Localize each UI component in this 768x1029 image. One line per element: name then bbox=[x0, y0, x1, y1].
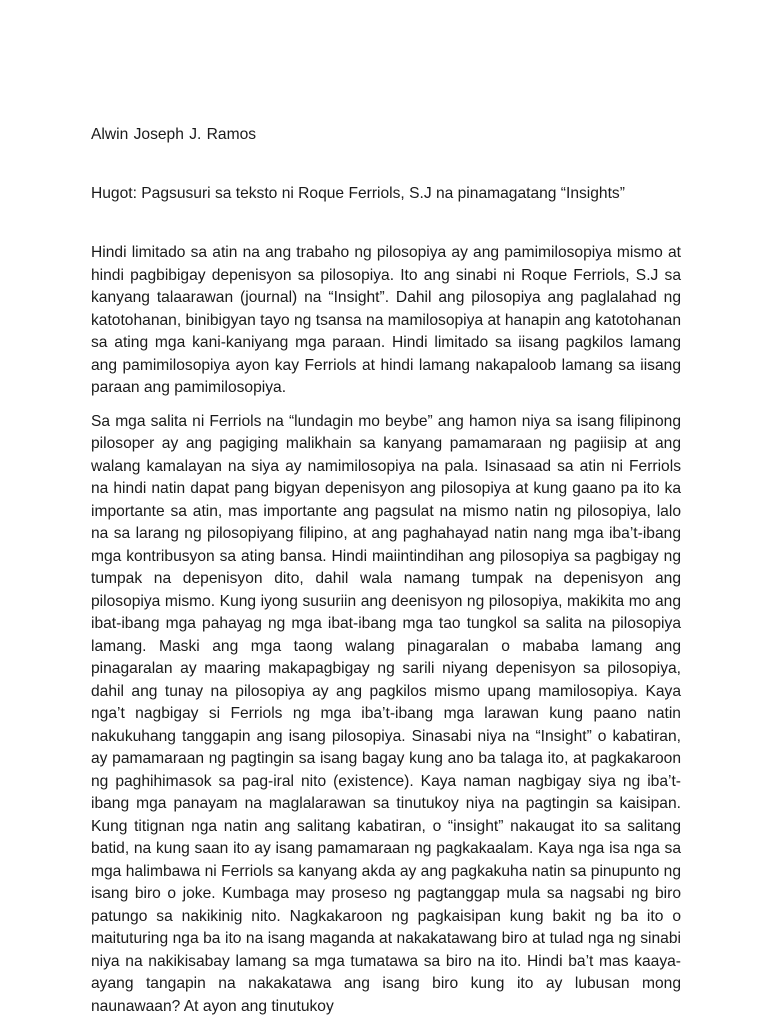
paragraph-1: Hindi limitado sa atin na ang trabaho ng pilosopiya ay ang pamimilosopiya mismo at hindi pagbibigay depenisyon sa pilosopiya. Ito ang sinabi ni Roque Ferriols, S.J sa kanyang talaarawan (journal) na “Insight”. Dahil ang pilosopiya ang paglalahad ng katotohanan, binibigyan tayo ng tsansa na mamilosopiya at hanapin ang katotohanan sa ating mga kani-kaniyang mga paraan. Hindi limitado sa iisang pagkilos lamang ang pamimilosopiya ayon kay Ferriols at hindi lamang nakapaloob lamang sa iisang paraan ang pamimilosopiya. bbox=[91, 244, 681, 396]
essay-title: Hugot: Pagsusuri sa teksto ni Roque Ferriols, S.J na pinamagatang “Insights” bbox=[91, 185, 625, 202]
essay-body bbox=[91, 242, 681, 1029]
author-name: Alwin Joseph J. Ramos bbox=[91, 126, 257, 143]
paragraph-2: Sa mga salita ni Ferriols na “lundagin mo beybe” ang hamon niya sa isang filipinong pilosoper ay ang pagiging malikhain sa kanyang pamamaraan ng pagiisip at ang walang kamalayan na siya ay namimilosopiya na pala. Isinasaad sa atin ni Ferriols na hindi natin dapat pang bigyan depenisyon ang pilosopiya at kung gaano pa ito ka importante sa atin, mas importante ang pagsulat na mismo natin ng pilosopiya, lalo na sa larang ng pilosopiyang filipino, at ang paghahayad natin nang mga iba’t-ibang mga kontribusyon sa ating bansa. Hindi maiintindihan ang pilosopiya sa pagbigay ng tumpak na depenisyon dito, dahil wala namang tumpak na depenisyon ang pilosopiya mismo. Kung iyong susuriin ang deenisyon ng pilosopiya, makikita mo ang ibat-ibang mga pahayag ng mga ibat-ibang mga tao tungkol sa salita na pilosopiya lamang. Maski ang mga taong walang pinagaralan o mababa lamang ang pinagaralan ay maaring makapagbigay ng sarili niyang depenisyon sa pilosopiya, dahil ang tunay na pilosopiya ay ang pagkilos mismo upang mamilosopiya. Kaya nga’t nagbigay si Ferriols ng mga iba’t-ibang mga larawan kung paano natin nakukuhang tanggapin ang isang pilosopiya. Sinasabi niya na “Insight” o kabatiran, ay pamamaraan ng pagtingin sa isang bagay kung ano ba talaga ito, at pagkakaroon ng paghihimasok sa pag-iral nito (existence). Kaya naman nagbigay siya ng iba’t-ibang mga panayam na maglalarawan sa tinutukoy niya na pagtingin sa kaisipan. Kung titignan nga natin ang salitang kabatiran, o “insight” nakaugat ito sa salitang batid, na kung saan ito ay isang pamamaraan ng pagkakaalam. Kaya nga isa nga sa mga halimbawa ni Ferriols sa kanyang akda ay ang pagkakuha natin sa pinupunto ng isang biro o joke. Kumbaga may proseso ng pagtanggap mula sa nagsabi ng biro patungo sa nakikinig nito. Nagkakaroon ng pagkaisipan kung bakit ng ba ito o maituturing nga ba ito na isang maganda at nakakatawang biro at tulad nga ng sinabi niya na nakikisabay lamang sa mga tumatawa sa biro na ito. Hindi ba’t mas kaaya-ayang tangapin na nakakatawa ang isang biro kung ito ay lubusan mong naunawaan? At ayon ang tinutukoy bbox=[91, 412, 681, 1015]
